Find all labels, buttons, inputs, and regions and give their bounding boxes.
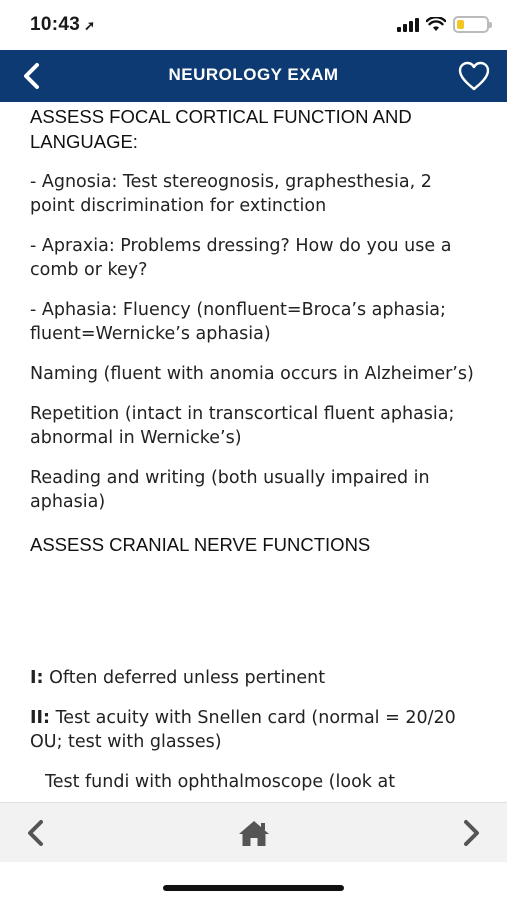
status-bar — [0, 0, 507, 50]
content-card-cortical — [0, 102, 507, 618]
content-body — [0, 104, 507, 557]
cranial-nerve-item — [30, 706, 477, 754]
paragraph-naming: Naming (fluent with anomia occurs in Alzheimer’s) — [30, 364, 474, 384]
page-title: NEUROLOGY EXAM — [168, 65, 339, 84]
chevron-right-icon[interactable] — [457, 818, 485, 848]
home-indicator-area — [0, 862, 507, 900]
home-indicator[interactable] — [163, 885, 344, 891]
paragraph-repetition: Repetition (intact in transcortical fluent aphasia; abnormal in Wernicke’s) — [30, 404, 455, 448]
wifi-icon — [426, 17, 446, 32]
battery-level — [457, 20, 464, 29]
section-spacer — [0, 618, 507, 660]
home-icon[interactable] — [237, 819, 271, 847]
cranial-nerve-subitem: Test fundi with ophthalmoscope (look at — [45, 772, 396, 792]
paragraph-agnosia: - Agnosia: Test stereognosis, graphesthesia, 2 point discrimination for extinction — [30, 172, 432, 216]
section-heading: ASSESS FOCAL CORTICAL FUNCTION AND LANGUAGE: — [30, 106, 412, 152]
location-arrow-icon: ➚ — [84, 18, 96, 33]
chevron-left-icon[interactable] — [22, 818, 50, 848]
bottom-toolbar — [0, 802, 507, 862]
paragraph-apraxia: - Apraxia: Problems dressing? How do you use a comb or key? — [30, 236, 452, 280]
cranial-nerve-label: I: — [30, 668, 44, 688]
section-heading-cranial: ASSESS CRANIAL NERVE FUNCTIONS — [30, 534, 371, 555]
cranial-nerve-text: Test acuity with Snellen card (normal = 20/20 OU; test with glasses) — [30, 708, 456, 752]
content-card-cranial — [0, 660, 507, 802]
cranial-nerve-text: Often deferred unless pertinent — [43, 668, 326, 688]
status-icons — [397, 16, 489, 33]
status-time — [30, 14, 95, 36]
content-body-cranial — [0, 666, 507, 794]
nav-bar — [0, 50, 507, 102]
cellular-signal-icon — [397, 18, 419, 32]
cranial-nerve-item — [30, 666, 477, 690]
heart-outline-icon[interactable] — [457, 60, 491, 92]
paragraph-aphasia: - Aphasia: Fluency (nonfluent=Broca’s aphasia; fluent=Wernicke’s aphasia) — [30, 300, 446, 344]
clock-label: 10:43 — [30, 14, 81, 35]
paragraph-reading: Reading and writing (both usually impaired in aphasia) — [30, 468, 430, 512]
battery-icon — [453, 16, 489, 33]
cranial-nerve-label: II: — [30, 708, 51, 728]
